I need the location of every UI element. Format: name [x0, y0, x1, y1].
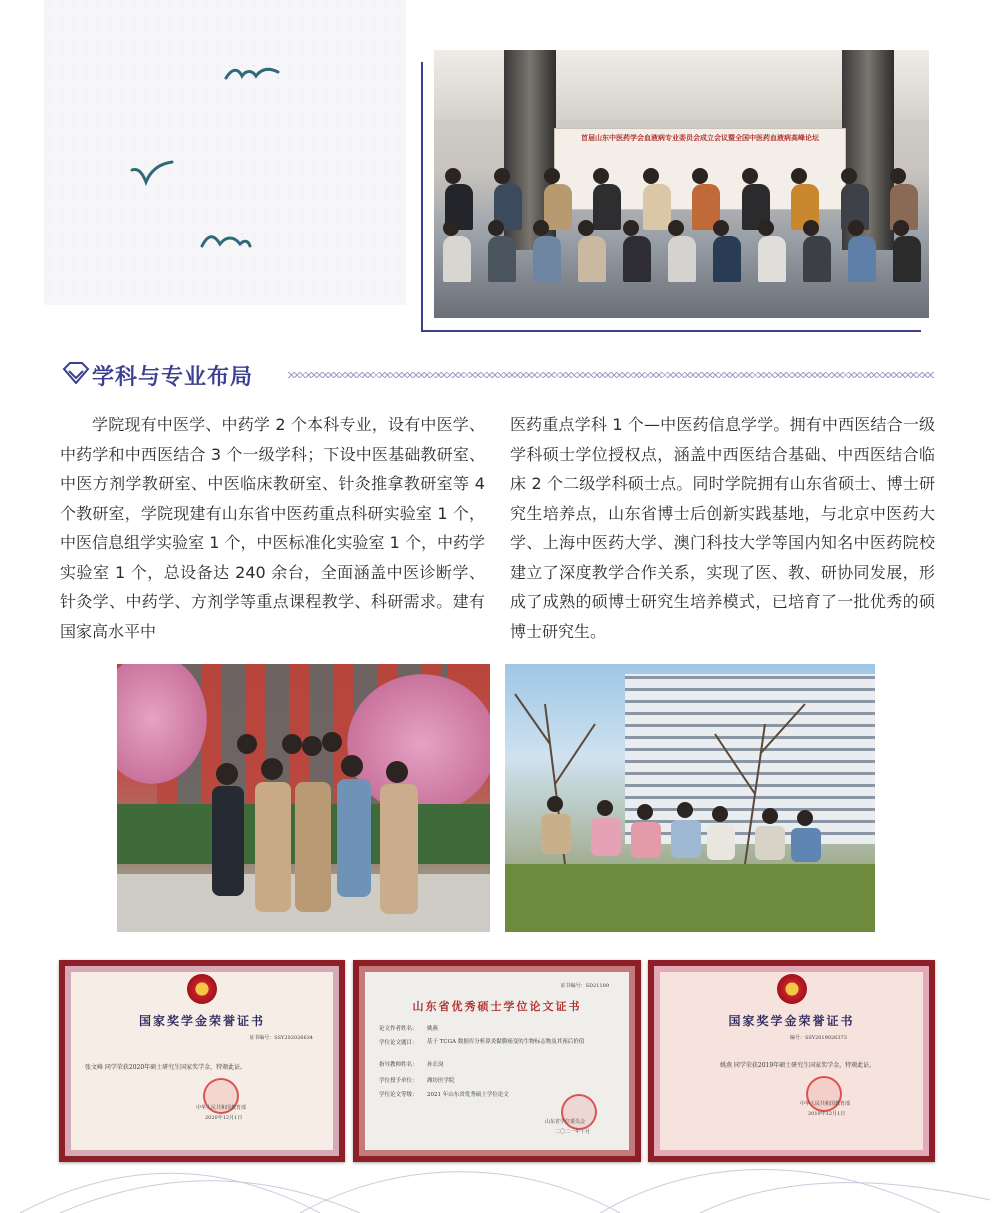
bird-icon — [200, 232, 252, 250]
diamond-icon — [62, 362, 90, 384]
national-emblem-icon — [187, 974, 217, 1004]
certificate-issuer: 中华人民共和国教育部 — [196, 1105, 247, 1111]
body-text-right: 医药重点学科 1 个—中医药信息学学。拥有中西医结合一级学科硕士学位授权点，涵盖中西医结合基础、中西医结合临床 2 个二级学科硕士点。同时学院拥有山东省硕士、博士研究生培养点，山东省博士后创新实践基地，与北京中医药大学、上海中医药大学、澳门科技大学等国内知名中医药院校建立了深度教学合作关系，实现了医、教、研协同发展，形成了成熟的硕博士研究生培养模式，已培育了一批优秀的硕博士研究生。 — [510, 415, 935, 641]
field-label: 学位论文题目： — [379, 1040, 418, 1046]
field-value: 孙长岗 — [427, 1062, 444, 1068]
field-value: 基于 TCGA 数据库分析鼻炎黏膜癌变的生物标志物及其预后价值 — [427, 1039, 585, 1045]
certificate-date: 二〇二一年十月 — [555, 1129, 591, 1135]
certificate-title: 山东省优秀硕士学位论文证书 — [412, 1000, 582, 1013]
heading-divider — [288, 372, 934, 378]
group-photo-blossom — [117, 664, 490, 932]
bird-icon — [130, 160, 174, 186]
field-label: 论文作者姓名： — [379, 1026, 418, 1032]
decorative-panel — [44, 0, 406, 305]
field-value: 2021 年山东省优秀硕士学位论文 — [427, 1092, 509, 1098]
certificate-serial: 编号：SSY2019026373 — [790, 1035, 847, 1041]
group-photo-campus-lawn — [505, 664, 875, 932]
field-label: 指导教师姓名： — [379, 1062, 418, 1068]
certificate-statement: 姚燕 同学荣获2019年硕士研究生国家奖学金，特颁此证。 — [720, 1062, 876, 1069]
group-photo-forum — [434, 50, 929, 318]
national-emblem-icon — [777, 974, 807, 1004]
decorative-curves — [0, 1150, 993, 1213]
certificate-national-scholarship-2019 — [648, 960, 935, 1162]
field-value: 姚燕 — [427, 1026, 439, 1032]
field-label: 学位授予单位： — [379, 1078, 418, 1084]
body-text-left: 学院现有中医学、中药学 2 个本科专业，设有中医学、中药学和中西医结合 3 个一级学科；下设中医基础教研室、中医方剂学教研室、中医临床教研室、针灸推拿教研室等 4 个教研室，学院现建有山东省中医药重点科研实验室 1 个，中医信息组学实验室 1 个，中医标准化实验室 1 个，中药学实验室 1 个，总设备达 240 余台，全面涵盖中医诊断学、针灸学、中药学、方剂学等重点课程教学、科研需求。建有国家高水平中 — [60, 415, 485, 641]
banner-text: 首届山东中医药学会血液病专业委员会成立会议暨全国中医药血液病高峰论坛 — [581, 134, 819, 142]
certificate-date: 2019年12月1日 — [808, 1111, 846, 1117]
certificate-title: 国家奖学金荣誉证书 — [138, 1014, 265, 1028]
certificate-date: 2020年12月1日 — [205, 1115, 243, 1121]
certificate-title: 国家奖学金荣誉证书 — [728, 1014, 855, 1028]
certificate-issuer: 中华人民共和国教育部 — [800, 1101, 851, 1107]
certificate-national-scholarship-2020 — [59, 960, 345, 1162]
bird-icon — [224, 66, 280, 82]
section-title: 学科与专业布局 — [92, 364, 254, 390]
certificate-statement: 张文峰 同学荣获2020年硕士研究生国家奖学金，特颁此证。 — [85, 1064, 247, 1071]
field-label: 学位论文等级： — [379, 1092, 418, 1098]
certificate-serial: 证书编号：SD21109 — [560, 983, 609, 989]
field-value: 潍坊医学院 — [427, 1078, 455, 1084]
certificate-serial: 证书编号：SSY202026634 — [249, 1035, 313, 1041]
certificate-excellent-thesis — [353, 960, 641, 1162]
certificate-issuer: 山东省学位委员会 — [545, 1119, 586, 1125]
